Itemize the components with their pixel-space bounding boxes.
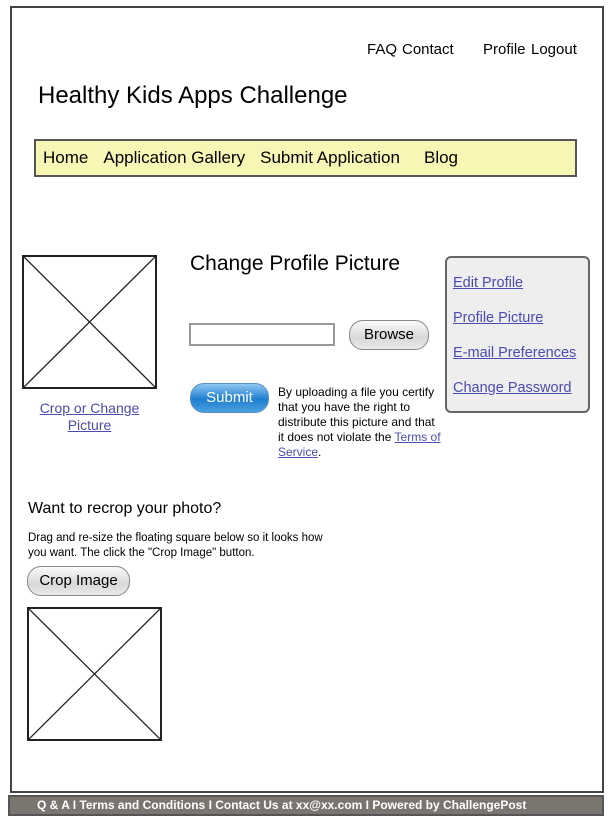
recrop-instructions: Drag and re-size the floating square below so it looks how you want. The click the "Crop Image" button. [28, 532, 323, 559]
sidebar-change-password[interactable]: Change Password [453, 380, 572, 396]
change-picture-heading: Change Profile Picture [190, 252, 401, 275]
crop-image-button[interactable]: Crop Image [27, 566, 130, 596]
sidebar-edit-profile[interactable]: Edit Profile [453, 275, 524, 291]
profile-sidebar [445, 256, 590, 413]
sidebar-profile-picture[interactable]: Profile Picture [453, 310, 544, 326]
upload-note [278, 385, 443, 460]
crop-or-change-link[interactable]: Crop or Change Picture [39, 400, 140, 433]
logout-link[interactable]: Logout [531, 41, 577, 58]
note-end: . [318, 445, 322, 459]
terms-of-service-link[interactable]: Terms of Service [278, 430, 441, 459]
nav-submit-application[interactable]: Submit Application [260, 148, 400, 167]
faq-link[interactable]: FAQ [367, 41, 398, 58]
nav-home[interactable]: Home [43, 148, 89, 167]
nav-application-gallery[interactable]: Application Gallery [103, 148, 246, 167]
profile-image-placeholder [22, 255, 157, 389]
site-title: Healthy Kids Apps Challenge [38, 82, 348, 109]
upload-note-text: By uploading a file you certify that you have the right to distribute this picture and that it does not violate the [278, 385, 435, 444]
main-nav [34, 139, 577, 177]
submit-button[interactable]: Submit [190, 383, 269, 413]
contact-link[interactable]: Contact [402, 41, 454, 58]
profile-link[interactable]: Profile [483, 41, 526, 58]
recrop-heading: Want to recrop your photo? [28, 500, 222, 517]
browse-button[interactable]: Browse [349, 320, 429, 350]
sidebar-email-preferences[interactable]: E-mail Preferences [453, 345, 577, 361]
nav-blog[interactable]: Blog [423, 148, 459, 167]
footer: Q & A I Terms and Conditions I Contact Us at xx@xx.com I Powered by ChallengePost [8, 795, 604, 816]
file-input[interactable] [189, 323, 335, 346]
crop-area-placeholder[interactable] [27, 607, 162, 741]
